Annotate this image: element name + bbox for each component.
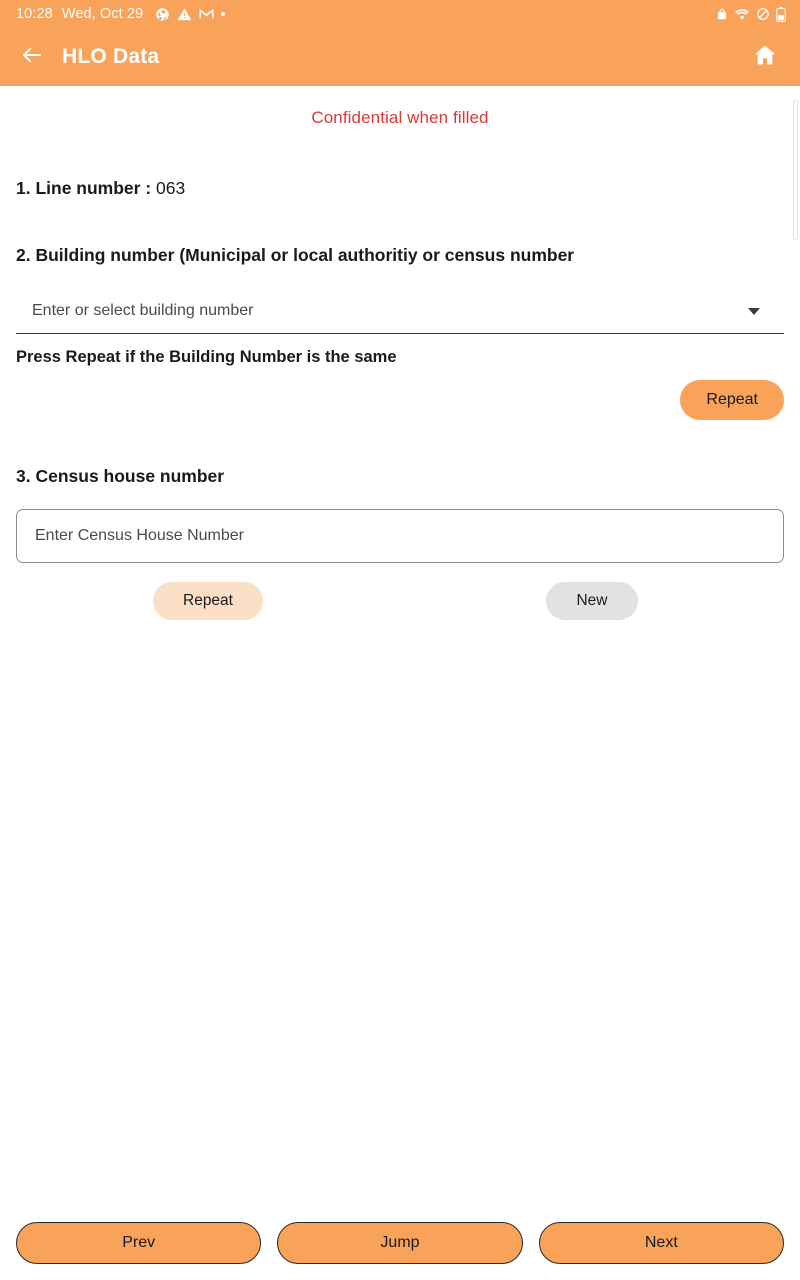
status-time: 10:28 bbox=[16, 6, 53, 22]
gmail-icon bbox=[199, 8, 214, 20]
confidential-notice: Confidential when filled bbox=[311, 108, 489, 127]
census-repeat-button[interactable]: Repeat bbox=[153, 582, 263, 620]
shutter-icon bbox=[155, 7, 170, 22]
page-title: HLO Data bbox=[62, 45, 160, 68]
question-census-house-number-label: 3. Census house number bbox=[16, 465, 225, 486]
overflow-dot-icon bbox=[221, 12, 225, 16]
home-button[interactable] bbox=[748, 40, 782, 74]
vibrate-lock-icon bbox=[716, 7, 728, 21]
status-bar-left bbox=[16, 6, 716, 22]
census-new-cell bbox=[400, 582, 784, 620]
repeat-hint-text: Press Repeat if the Building Number is the same bbox=[16, 347, 397, 366]
arrow-left-icon bbox=[20, 43, 44, 72]
next-button[interactable]: Next bbox=[539, 1222, 784, 1264]
battery-icon bbox=[776, 7, 786, 22]
status-date: Wed, Oct 29 bbox=[61, 6, 144, 22]
building-repeat-button[interactable]: Repeat bbox=[680, 380, 784, 420]
form-content bbox=[0, 86, 800, 1218]
question-building-number-label: 2. Building number (Municipal or local authoritiy or census number bbox=[16, 245, 575, 265]
status-bar bbox=[0, 0, 800, 28]
line-number-label: 1. Line number : bbox=[16, 178, 152, 198]
census-repeat-cell bbox=[16, 582, 400, 620]
building-repeat-row bbox=[16, 380, 784, 420]
line-number-value: 063 bbox=[156, 178, 186, 198]
jump-button[interactable]: Jump bbox=[277, 1222, 522, 1264]
status-bar-right bbox=[716, 7, 786, 22]
prev-button[interactable]: Prev bbox=[16, 1222, 261, 1264]
bottom-navigation-bar bbox=[0, 1218, 800, 1280]
question-line-number bbox=[16, 178, 784, 199]
app-bar bbox=[0, 28, 800, 86]
building-number-dropdown[interactable] bbox=[16, 290, 784, 334]
status-notification-icons bbox=[155, 7, 225, 22]
back-button[interactable] bbox=[16, 41, 48, 73]
building-number-dropdown-placeholder: Enter or select building number bbox=[32, 302, 254, 320]
census-house-number-input[interactable] bbox=[16, 509, 784, 563]
wifi-icon bbox=[734, 8, 750, 21]
chevron-down-icon bbox=[748, 308, 760, 315]
census-action-row bbox=[16, 582, 784, 620]
census-new-button[interactable]: New bbox=[546, 582, 637, 620]
vertical-scrollbar[interactable] bbox=[793, 100, 798, 240]
warning-triangle-icon bbox=[177, 7, 192, 22]
home-icon bbox=[752, 42, 778, 73]
do-not-disturb-icon bbox=[756, 7, 770, 21]
